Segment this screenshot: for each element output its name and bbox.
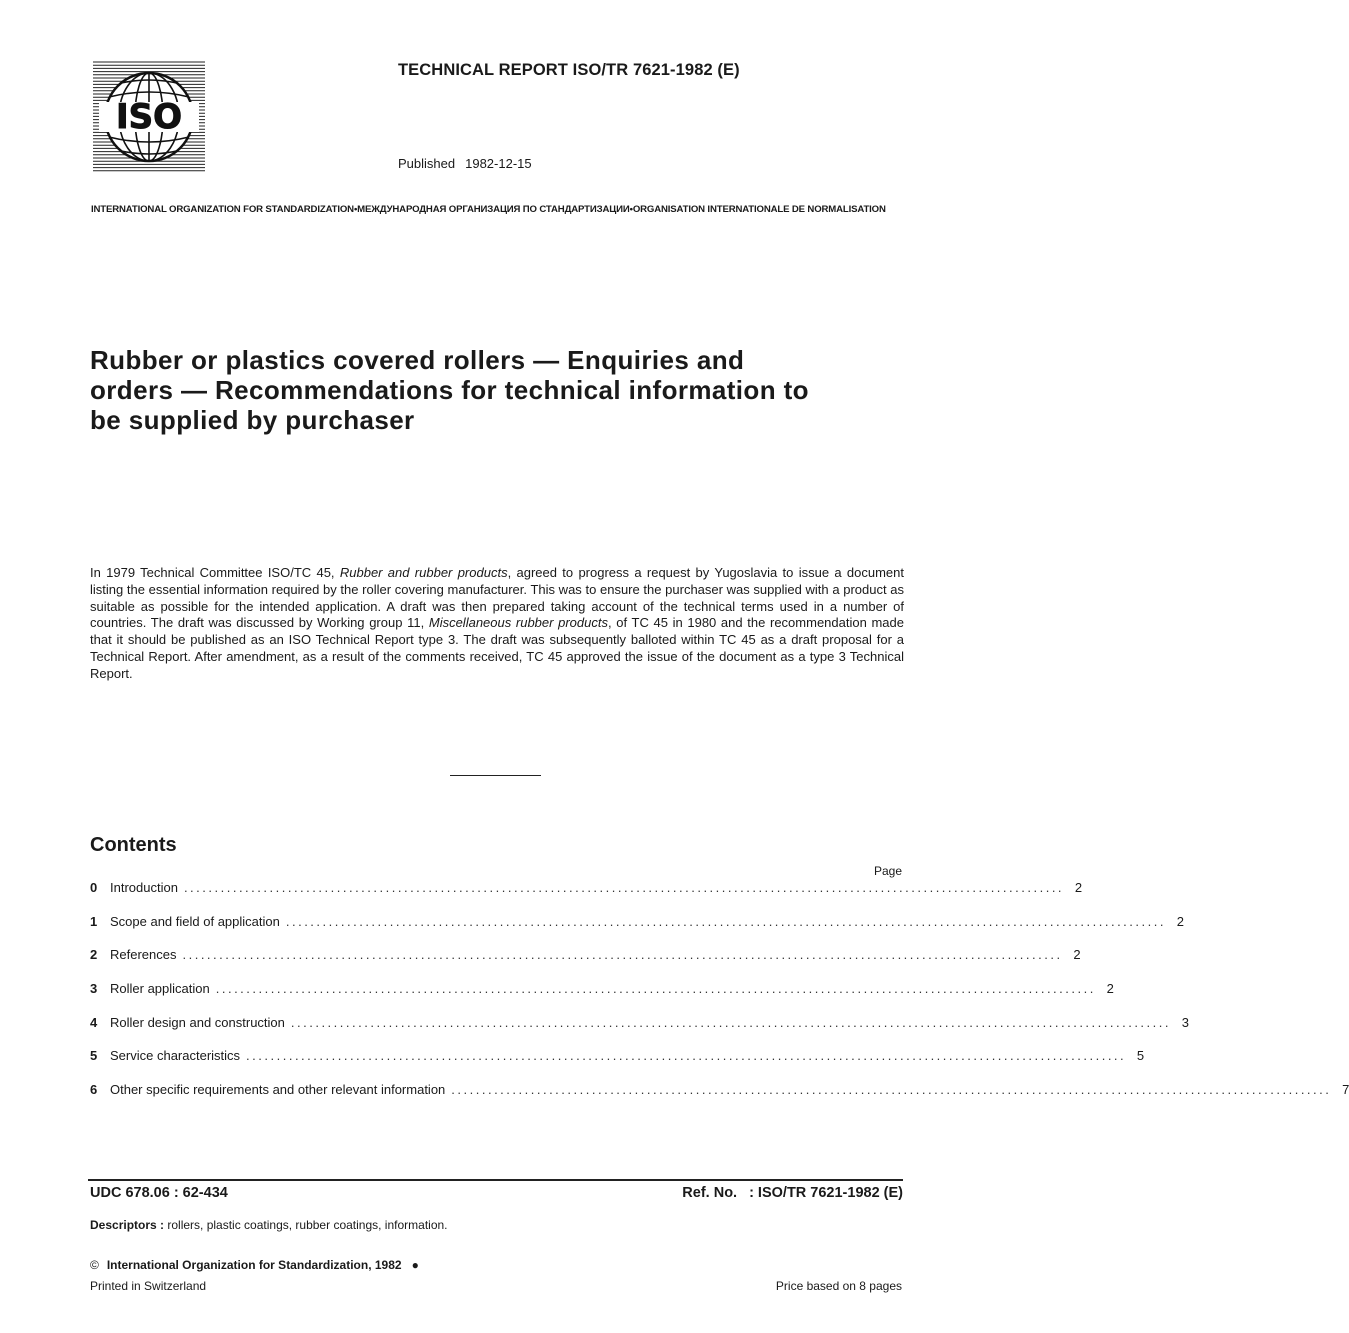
toc-page-number: 7	[1342, 1082, 1349, 1097]
toc-number: 1	[90, 914, 98, 929]
toc-item[interactable]	[90, 981, 1114, 999]
contents-heading: Contents	[90, 834, 177, 856]
published-label: Published	[398, 156, 456, 171]
dot-leader: ................................................................................................................................................	[246, 1048, 1127, 1063]
organization-line: INTERNATIONAL ORGANIZATION FOR STANDARDIZATION•МЕЖДУНАРОДНАЯ ОРГАНИЗАЦИЯ ПО СТАНДАРТИЗАЦИИ•ORGANISATION INTERNATIONALE DE NORMALISATION	[91, 204, 886, 215]
intro-paragraph	[90, 565, 904, 683]
bullet-icon: ●	[411, 1258, 419, 1272]
toc-title: Roller design and construction	[110, 1015, 285, 1030]
dot-leader: ................................................................................................................................................	[285, 914, 1166, 929]
printed-location: Printed in Switzerland	[90, 1279, 207, 1293]
title-line-3: be supplied by purchaser	[90, 405, 415, 435]
title-line-1: Rubber or plastics covered rollers — Enquiries and	[90, 345, 745, 375]
toc-item[interactable]	[90, 1015, 1189, 1033]
intro-italic-1: Rubber and rubber products	[339, 565, 508, 580]
toc-title: Other specific requirements and other relevant information	[110, 1082, 446, 1097]
price-note: Price based on 8 pages	[775, 1279, 902, 1293]
toc-number: 2	[90, 947, 98, 962]
descriptors-value: rollers, plastic coatings, rubber coatings, information.	[164, 1218, 448, 1232]
published-value: 1982-12-15	[465, 156, 532, 171]
dot-leader: ................................................................................................................................................	[183, 880, 1065, 895]
toc-title: Roller application	[110, 981, 210, 996]
dot-leader: ................................................................................................................................................	[215, 981, 1096, 996]
dot-leader: ................................................................................................................................................	[290, 1015, 1171, 1030]
svg-text:ISO: ISO	[115, 97, 183, 137]
intro-text-1: In 1979 Technical Committee ISO/TC 45,	[90, 565, 340, 580]
copyright-text: International Organization for Standardization, 1982	[106, 1258, 402, 1272]
document-title	[90, 345, 910, 435]
toc-page-number: 5	[1136, 1048, 1145, 1063]
intro-text-3: , of TC 45 in 1980 and the recommendation made that it should be published as an ISO Technical Report type 3. The draft was subsequently balloted within TC 45 as a draft proposal for a Technical Report. After amendment, as a result of the comments received, TC 45 approved the issue of the document as a type 3 Technical Report.	[90, 615, 904, 681]
toc-title: Introduction	[110, 880, 178, 895]
descriptors-label: Descriptors :	[90, 1218, 165, 1232]
toc-page-number: 2	[1106, 981, 1114, 996]
toc-number: 5	[90, 1048, 98, 1063]
toc-item[interactable]	[90, 947, 1081, 965]
toc-number: 4	[90, 1015, 98, 1030]
reference-value: : ISO/TR 7621-1982 (E)	[749, 1185, 903, 1201]
reference-number	[682, 1185, 903, 1201]
toc-item[interactable]	[90, 880, 1083, 898]
toc-page-number: 2	[1176, 914, 1184, 929]
toc-title: Scope and field of application	[110, 914, 280, 929]
intro-italic-2: Miscellaneous rubber products	[428, 615, 608, 631]
toc-item[interactable]	[90, 1048, 1145, 1066]
dot-leader: ................................................................................................................................................	[182, 947, 1063, 962]
intro-text-2: , agreed to progress a request by Yugoslavia to issue a document listing the essential information required by the roller covering manufacturer. This was to ensure the purchaser was supplied with a product as suitable as possible for the intended application. A draft was then prepared taking account of the technical terms used in a number of countries. The draft was discussed by Working group 11,	[90, 565, 905, 631]
reference-label: Ref. No.	[682, 1185, 738, 1201]
section-separator	[450, 775, 541, 776]
published-date	[398, 156, 532, 171]
footer-rule	[88, 1179, 903, 1181]
descriptors	[90, 1218, 448, 1232]
report-identifier: TECHNICAL REPORT ISO/TR 7621-1982 (E)	[398, 61, 740, 79]
udc-code: UDC 678.06 : 62-434	[90, 1185, 228, 1201]
toc-number: 6	[90, 1082, 98, 1097]
toc-title: References	[110, 947, 177, 962]
toc-number: 3	[90, 981, 98, 996]
copyright-icon: ©	[90, 1258, 99, 1272]
toc-number: 0	[90, 880, 98, 895]
toc-page-number: 3	[1181, 1015, 1189, 1030]
toc-page-number: 2	[1073, 947, 1081, 962]
title-line-2: orders — Recommendations for technical information to	[90, 375, 809, 405]
toc-page-number: 2	[1074, 880, 1083, 895]
toc-item[interactable]	[90, 914, 1184, 932]
iso-logo	[93, 60, 205, 175]
toc-item[interactable]	[90, 1082, 1349, 1100]
toc-title: Service characteristics	[110, 1048, 241, 1063]
page-column-label: Page	[874, 864, 903, 878]
dot-leader: ................................................................................................................................................	[451, 1082, 1332, 1097]
copyright-notice	[90, 1258, 419, 1272]
